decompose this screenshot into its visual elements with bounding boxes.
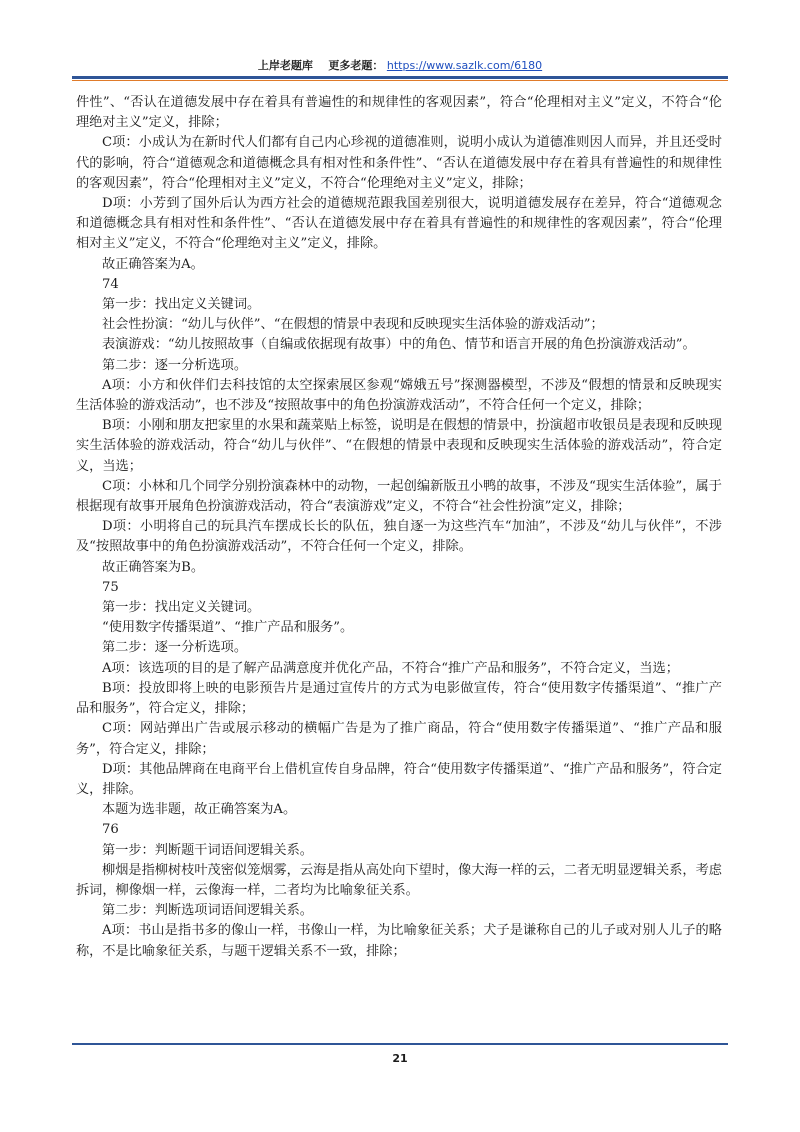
paragraph: 第二步：逐一分析选项。 xyxy=(102,640,248,656)
paragraph: D项：小芳到了国外后认为西方社会的道德规范跟我国差别很大，说明道德发展存在差异，符合“道德观念和道德概念具有相对性和条件性”、“否认在道德发展中存在着具有普遍性的和规律性的客观因素”，符合“伦理相对主义”定义，不符合“伦理绝对主义”定义，排除。 xyxy=(76,196,722,252)
paragraph: 第二步：判断选项词语间逻辑关系。 xyxy=(102,903,313,919)
paragraph: B项：投放即将上映的电影预告片是通过宣传片的方式为电影做宣传，符合“使用数字传播渠道”、“推广产品和服务”，符合定义，排除； xyxy=(76,680,722,717)
paragraph: 第二步：逐一分析选项。 xyxy=(102,357,248,373)
paragraph: 社会性扮演：“幼儿与伙伴”、“在假想的情景中表现和反映现实生活体验的游戏活动”； xyxy=(102,317,604,333)
paragraph: 故正确答案为A。 xyxy=(102,256,204,272)
paragraph: D项：小明将自己的玩具汽车摆成长长的队伍，独自逐一为这些汽车“加油”，不涉及“幼儿与伙伴”，不涉及“按照故事中的角色扮演游戏活动”，不符合任何一个定义，排除。 xyxy=(76,519,722,555)
paragraph: A项：该选项的目的是了解产品满意度并优化产品，不符合“推广产品和服务”，不符合定义，当选； xyxy=(102,660,679,676)
paragraph: 第一步：判断题干词语间逻辑关系。 xyxy=(102,842,313,858)
header-rule-blue xyxy=(72,76,728,79)
question-number: 75 xyxy=(102,579,119,595)
paragraph: A项：小方和伙伴们去科技馆的太空探索展区参观“嫦娥五号”探测器模型，不涉及“假想的情景和反映现实生活体验的游戏活动”，也不涉及“按照故事中的角色扮演游戏活动”，不符合任何一个定义，排除； xyxy=(76,377,722,414)
question-number: 74 xyxy=(102,276,119,292)
page-header xyxy=(72,58,728,74)
paragraph: C项：网站弹出广告或展示移动的横幅广告是为了推广商品，符合“使用数字传播渠道”、“推广产品和服务”，符合定义，排除； xyxy=(76,721,722,757)
page-number: 21 xyxy=(392,1052,408,1065)
question-number: 76 xyxy=(102,822,119,838)
paragraph: 表演游戏：“幼儿按照故事（自编或依据现有故事）中的角色、情节和语言开展的角色扮演游戏活动”。 xyxy=(102,337,696,353)
header-label: 更多老题： xyxy=(328,59,384,72)
paragraph: B项：小刚和朋友把家里的水果和蔬菜贴上标签，说明是在假想的情景中，扮演超市收银员是表现和反映现实生活体验的游戏活动，符合“幼儿与伙伴”、“在假想的情景中表现和反映现实生活体验的游戏活动”，符合定义，当选； xyxy=(76,418,722,474)
paragraph: D项：其他品牌商在电商平台上借机宣传自身品牌，符合“使用数字传播渠道”、“推广产品和服务”，符合定义，排除。 xyxy=(76,761,722,797)
paragraph: C项：小林和几个同学分别扮演森林中的动物，一起创编新版丑小鸭的故事，不涉及“现实生活体验”，属于根据现有故事开展角色扮演游戏活动，符合“表演游戏”定义，不符合“社会性扮演”定义，排除； xyxy=(76,478,722,515)
paragraph: 本题为选非题，故正确答案为A。 xyxy=(102,802,297,818)
header-url-link[interactable]: https://www.sazlk.com/6180 xyxy=(386,59,543,72)
header-brand: 上岸老题库 xyxy=(257,59,313,72)
paragraph: 第一步：找出定义关键词。 xyxy=(102,600,261,616)
paragraph: 柳烟是指柳树枝叶茂密似笼烟雾，云海是指从高处向下望时，像大海一样的云，二者无明显逻辑关系，考虑拆词，柳像烟一样，云像海一样，二者均为比喻象征关系。 xyxy=(76,862,722,898)
paragraph: 故正确答案为B。 xyxy=(102,559,205,575)
paragraph: 件性”、“否认在道德发展中存在着具有普遍性的和规律性的客观因素”，符合“伦理相对主义”定义，不符合“伦理绝对主义”定义，排除； xyxy=(76,95,722,131)
header-rule-orange xyxy=(72,80,728,81)
footer-rule xyxy=(72,1043,728,1045)
paragraph: C项：小成认为在新时代人们都有自己内心珍视的道德准则，说明小成认为道德准则因人而异，并且还受时代的影响，符合“道德观念和道德概念具有相对性和条件性”、“否认在道德发展中存在着具有普遍性的和规律性的客观因素”，符合“伦理相对主义”定义，不符合“伦理绝对主义”定义，排除； xyxy=(76,135,722,191)
paragraph: “使用数字传播渠道”、“推广产品和服务”。 xyxy=(102,620,354,636)
paragraph: A项：书山是指书多的像山一样，书像山一样，为比喻象征关系；犬子是谦称自己的儿子或对别人儿子的略称，不是比喻象征关系，与题干逻辑关系不一致，排除； xyxy=(76,923,722,959)
paragraph: 第一步：找出定义关键词。 xyxy=(102,297,261,313)
document-body xyxy=(76,93,722,962)
